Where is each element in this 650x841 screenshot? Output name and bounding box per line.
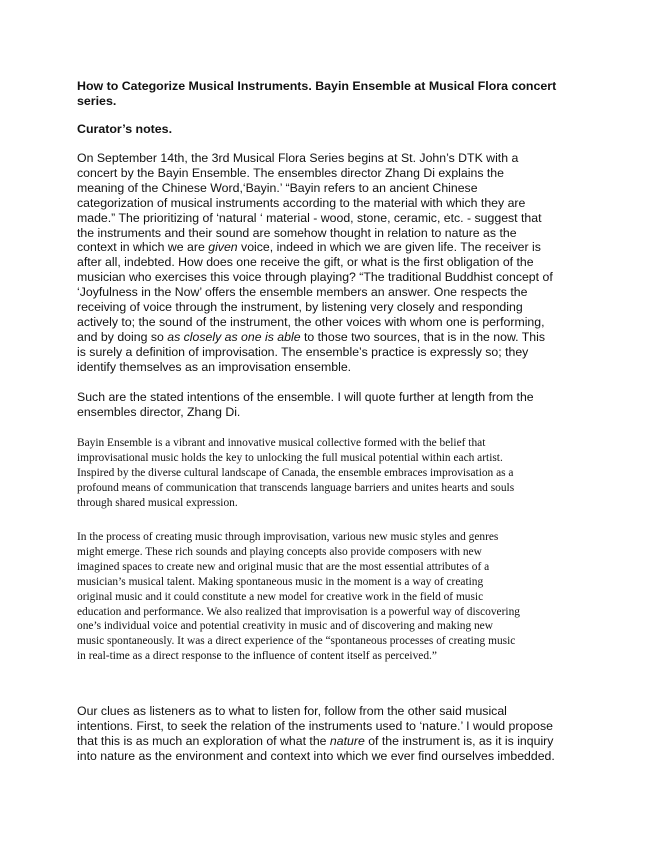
emphasis-text: as closely as one is able — [167, 329, 301, 344]
text-line: identify themselves as an improvisation ensemble. — [77, 359, 352, 374]
text-line: made.” The prioritizing of ‘natural ‘ material - wood, stone, ceramic, etc. - suggest that — [77, 210, 542, 225]
emphasis-text: nature — [329, 733, 365, 748]
text-run: voice, indeed in which we are given life. The receiver is — [237, 240, 541, 255]
text-line: Inspired by the diverse cultural landscape of Canada, the ensemble embraces improvisation as a — [77, 466, 514, 479]
text-run: that this is as much an exploration of what the — [77, 733, 330, 748]
section-heading: Curator’s notes. — [77, 122, 173, 136]
document-title: How to Categorize Musical Instruments. Bayin Ensemble at Musical Flora concert series. — [77, 79, 557, 108]
text-line: musician who exercises this voice through playing? “The traditional Buddhist concept of — [77, 270, 553, 285]
text-line: On September 14th, the 3rd Musical Flora Series begins at St. John’s DTK with a — [77, 151, 519, 165]
text-line: through shared musical expression. — [77, 496, 238, 509]
text-line: the instruments and their sound are somehow thought in relation to nature as the — [77, 225, 517, 240]
text-line: imagined spaces to create new and original music that are the most essential attributes of a — [77, 560, 490, 573]
text-line: ‘Joyfulness in the Now’ offers the ensemble members an answer. One respects the — [77, 285, 528, 300]
text-line: in real-time as a direct response to the influence of content itself as perceived.” — [77, 650, 437, 663]
text-line: after all, indebted. How does one receive the gift, or what is the first obligation of the — [77, 255, 534, 270]
text-line: profound means of communication that transcends language barriers and unites hearts and souls — [77, 481, 515, 494]
text-line: into nature as the environment and context into which we ever find ourselves imbedded. — [77, 748, 555, 763]
paragraph-listening-clues — [77, 704, 577, 764]
text-line: original music and it could constitute a new model for creative work in the field of music — [77, 590, 484, 603]
text-line: Bayin Ensemble is a vibrant and innovative musical collective formed with the belief that — [77, 437, 486, 449]
text-run: of the instrument is, as it is inquiry — [364, 733, 554, 748]
text-line: music spontaneously. It was a direct experience of the “spontaneous processes of creating music — [77, 635, 516, 648]
text-run: context in which we are — [77, 240, 209, 255]
text-line — [77, 240, 577, 255]
text-line: education and performance. We also realized that improvisation is a powerful way of discovering — [77, 605, 520, 618]
text-line: intentions. First, to seek the relation of the instruments used to ‘nature.’ I would propose — [77, 718, 553, 733]
text-run: and by doing so — [77, 329, 168, 344]
text-line: In the process of creating music through improvisation, various new music styles and genres — [77, 531, 499, 543]
text-line: concert by the Bayin Ensemble. The ensembles director Zhang Di explains the — [77, 165, 504, 180]
text-line: improvisational music holds the key to unlocking the full musical potential within each artist. — [77, 451, 503, 464]
emphasis-text: given — [208, 240, 238, 255]
text-line: categorization of musical instruments according to the material with which they are — [77, 195, 526, 210]
text-line: one’s individual voice and potential creativity in music and of discovering and making new — [77, 620, 493, 633]
text-line: musician’s musical talent. Making spontaneous music in the moment is a way of creating — [77, 575, 484, 588]
text-line: is surely a definition of improvisation. The ensemble’s practice is expressly so; they — [77, 344, 529, 359]
text-line — [77, 734, 577, 749]
quoted-paragraph-1 — [77, 436, 577, 511]
paragraph-quote-intro — [77, 390, 577, 420]
text-line: receiving of voice through the instrument, by listening very closely and responding — [77, 300, 523, 315]
text-run: to those two sources, that is in the now. This — [300, 329, 546, 344]
text-line: might emerge. These rich sounds and playing concepts also provide composers with new — [77, 545, 482, 558]
text-line: Such are the stated intentions of the ensemble. I will quote further at length from the — [77, 390, 534, 404]
text-line: Our clues as listeners as to what to listen for, follow from the other said musical — [77, 704, 507, 718]
text-line: actively to; the sound of the instrument, the other voices with whom one is performing, — [77, 314, 545, 329]
text-line — [77, 330, 577, 345]
text-line: meaning of the Chinese Word,‘Bayin.’ “Bayin refers to an ancient Chinese — [77, 180, 478, 195]
paragraph-intro — [77, 151, 577, 375]
text-line: ensembles director, Zhang Di. — [77, 404, 241, 419]
quoted-paragraph-2 — [77, 530, 577, 664]
